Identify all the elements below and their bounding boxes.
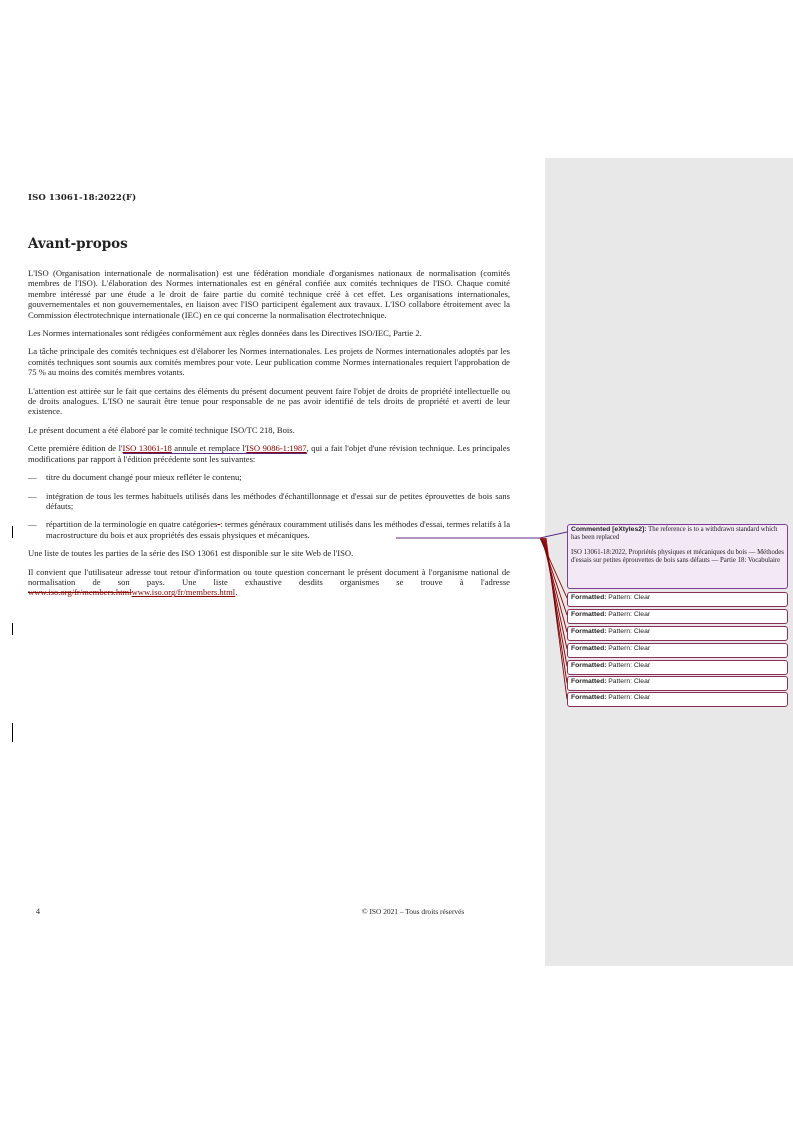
change-bar	[12, 623, 13, 635]
comment-balloon[interactable]	[567, 524, 788, 589]
paragraph: L'ISO (Organisation internationale de normalisation) est une fédération mondiale d'organismes nationaux de normalisation (comités membres de l'ISO). L'élaboration des Normes internationales est en général confiée aux comités techniques de l'ISO. Chaque comité membre intéressé par une étude a le droit de faire partie du comité technique créé à cet effet. Les organisations internationales, gouvernementales et non gouvernementales, en liaison avec l'ISO participent également aux travaux. L'ISO collabore étroitement avec la Commission électrotechnique internationale (IEC) en ce qui concerne la normalisation électrotechnique.	[28, 268, 510, 320]
change-bar	[12, 723, 13, 742]
list-dash: —	[28, 490, 37, 501]
paragraph-edition: Cette première édition de l'ISO 13061-18 annule et remplace l'ISO 9086-1:1987, qui a fait l'objet d'une révision technique. Les principales modifications par rapport à l'édition précédente sont les suivantes:	[28, 443, 510, 464]
list-dash: —	[28, 472, 37, 483]
formatted-balloon[interactable]: Formatted: Pattern: Clear	[567, 660, 788, 675]
comment-detail: ISO 13061-18:2022, Propriétés physiques et mécaniques du bois — Méthodes d'essais sur petites éprouvettes de bois sans défauts — Partie 18: Vocabulaire	[571, 548, 784, 565]
deleted-text: -	[217, 519, 221, 530]
paragraph: La tâche principale des comités techniques est d'élaborer les Normes internationales. Les projets de Normes internationales adoptés par les comités techniques sont soumis aux comités membres pour vote. Leur publication comme Normes internationales requiert l'approbation de 75 % au moins des comités membres votants.	[28, 346, 510, 378]
inserted-link[interactable]: www.iso.org/fr/members.html	[131, 587, 236, 598]
comment-anchor[interactable]: ISO 13061-18 annule et remplace l'ISO 9086-1:1987	[122, 443, 307, 454]
paragraph: Une liste de toutes les parties de la série des ISO 13061 est disponible sur le site Web de l'ISO.	[28, 548, 354, 559]
paragraph: L'attention est attirée sur le fait que certains des éléments du présent document peuvent faire l'objet de droits de propriété intellectuelle ou de droits analogues. L'ISO ne saurait être tenue pour responsable de ne pas avoir identifié de tels droits de propriété et averti de leur existence.	[28, 385, 510, 417]
formatted-balloon[interactable]: Formatted: Pattern: Clear	[567, 609, 788, 624]
page-title: Avant-propos	[28, 236, 128, 252]
paragraph: Les Normes internationales sont rédigées conformément aux règles données dans les Directives ISO/IEC, Partie 2.	[28, 328, 422, 339]
comment-text: The reference is to a withdrawn standard which has been replaced	[571, 526, 778, 542]
reference-link[interactable]: ISO 9086-1:1987	[246, 443, 307, 454]
document-code: ISO 13061-18:2022(F)	[28, 193, 137, 203]
page-number: 4	[36, 907, 40, 916]
document-body[interactable]	[28, 268, 510, 606]
list-item: — répartition de la terminologie en quatre catégories-: termes généraux couramment utilisés dans les méthodes d'essai, termes relatifs à la macrostructure du bois et aux propriétés des essais physiques et mécaniques.	[28, 519, 511, 540]
list-item: — intégration de tous les termes habituels utilisés dans les méthodes d'échantillonnage et d'essai sur de petites éprouvettes de bois sans défauts;	[28, 490, 510, 511]
formatted-balloon[interactable]: Formatted: Pattern: Clear	[567, 592, 788, 607]
paragraph: Le présent document a été élaboré par le comité technique ISO/TC 218, Bois.	[28, 424, 295, 435]
formatted-balloon[interactable]: Formatted: Pattern: Clear	[567, 676, 788, 691]
copyright-notice: © ISO 2021 – Tous droits réservés	[362, 907, 465, 916]
change-bar	[12, 526, 13, 538]
paragraph: Il convient que l'utilisateur adresse tout retour d'information ou toute question concernant le présent document à l'organisme national de normalisation de son pays. Une liste exhaustive desdits organismes se trouve à l'adresse www.iso.org/fr/members.htmlwww.iso.org/fr/members.html.	[28, 566, 510, 598]
formatted-balloon[interactable]: Formatted: Pattern: Clear	[567, 692, 788, 707]
reference-link[interactable]: ISO 13061-18	[122, 443, 172, 454]
formatted-balloon[interactable]: Formatted: Pattern: Clear	[567, 626, 788, 641]
comment-label: Commented [eXtyles2]:	[571, 526, 647, 533]
deleted-link[interactable]: www.iso.org/fr/members.html	[28, 587, 132, 598]
formatted-balloon[interactable]: Formatted: Pattern: Clear	[567, 643, 788, 658]
list-item: — titre du document changé pour mieux refléter le contenu;	[28, 472, 242, 483]
list-dash: —	[28, 519, 37, 530]
